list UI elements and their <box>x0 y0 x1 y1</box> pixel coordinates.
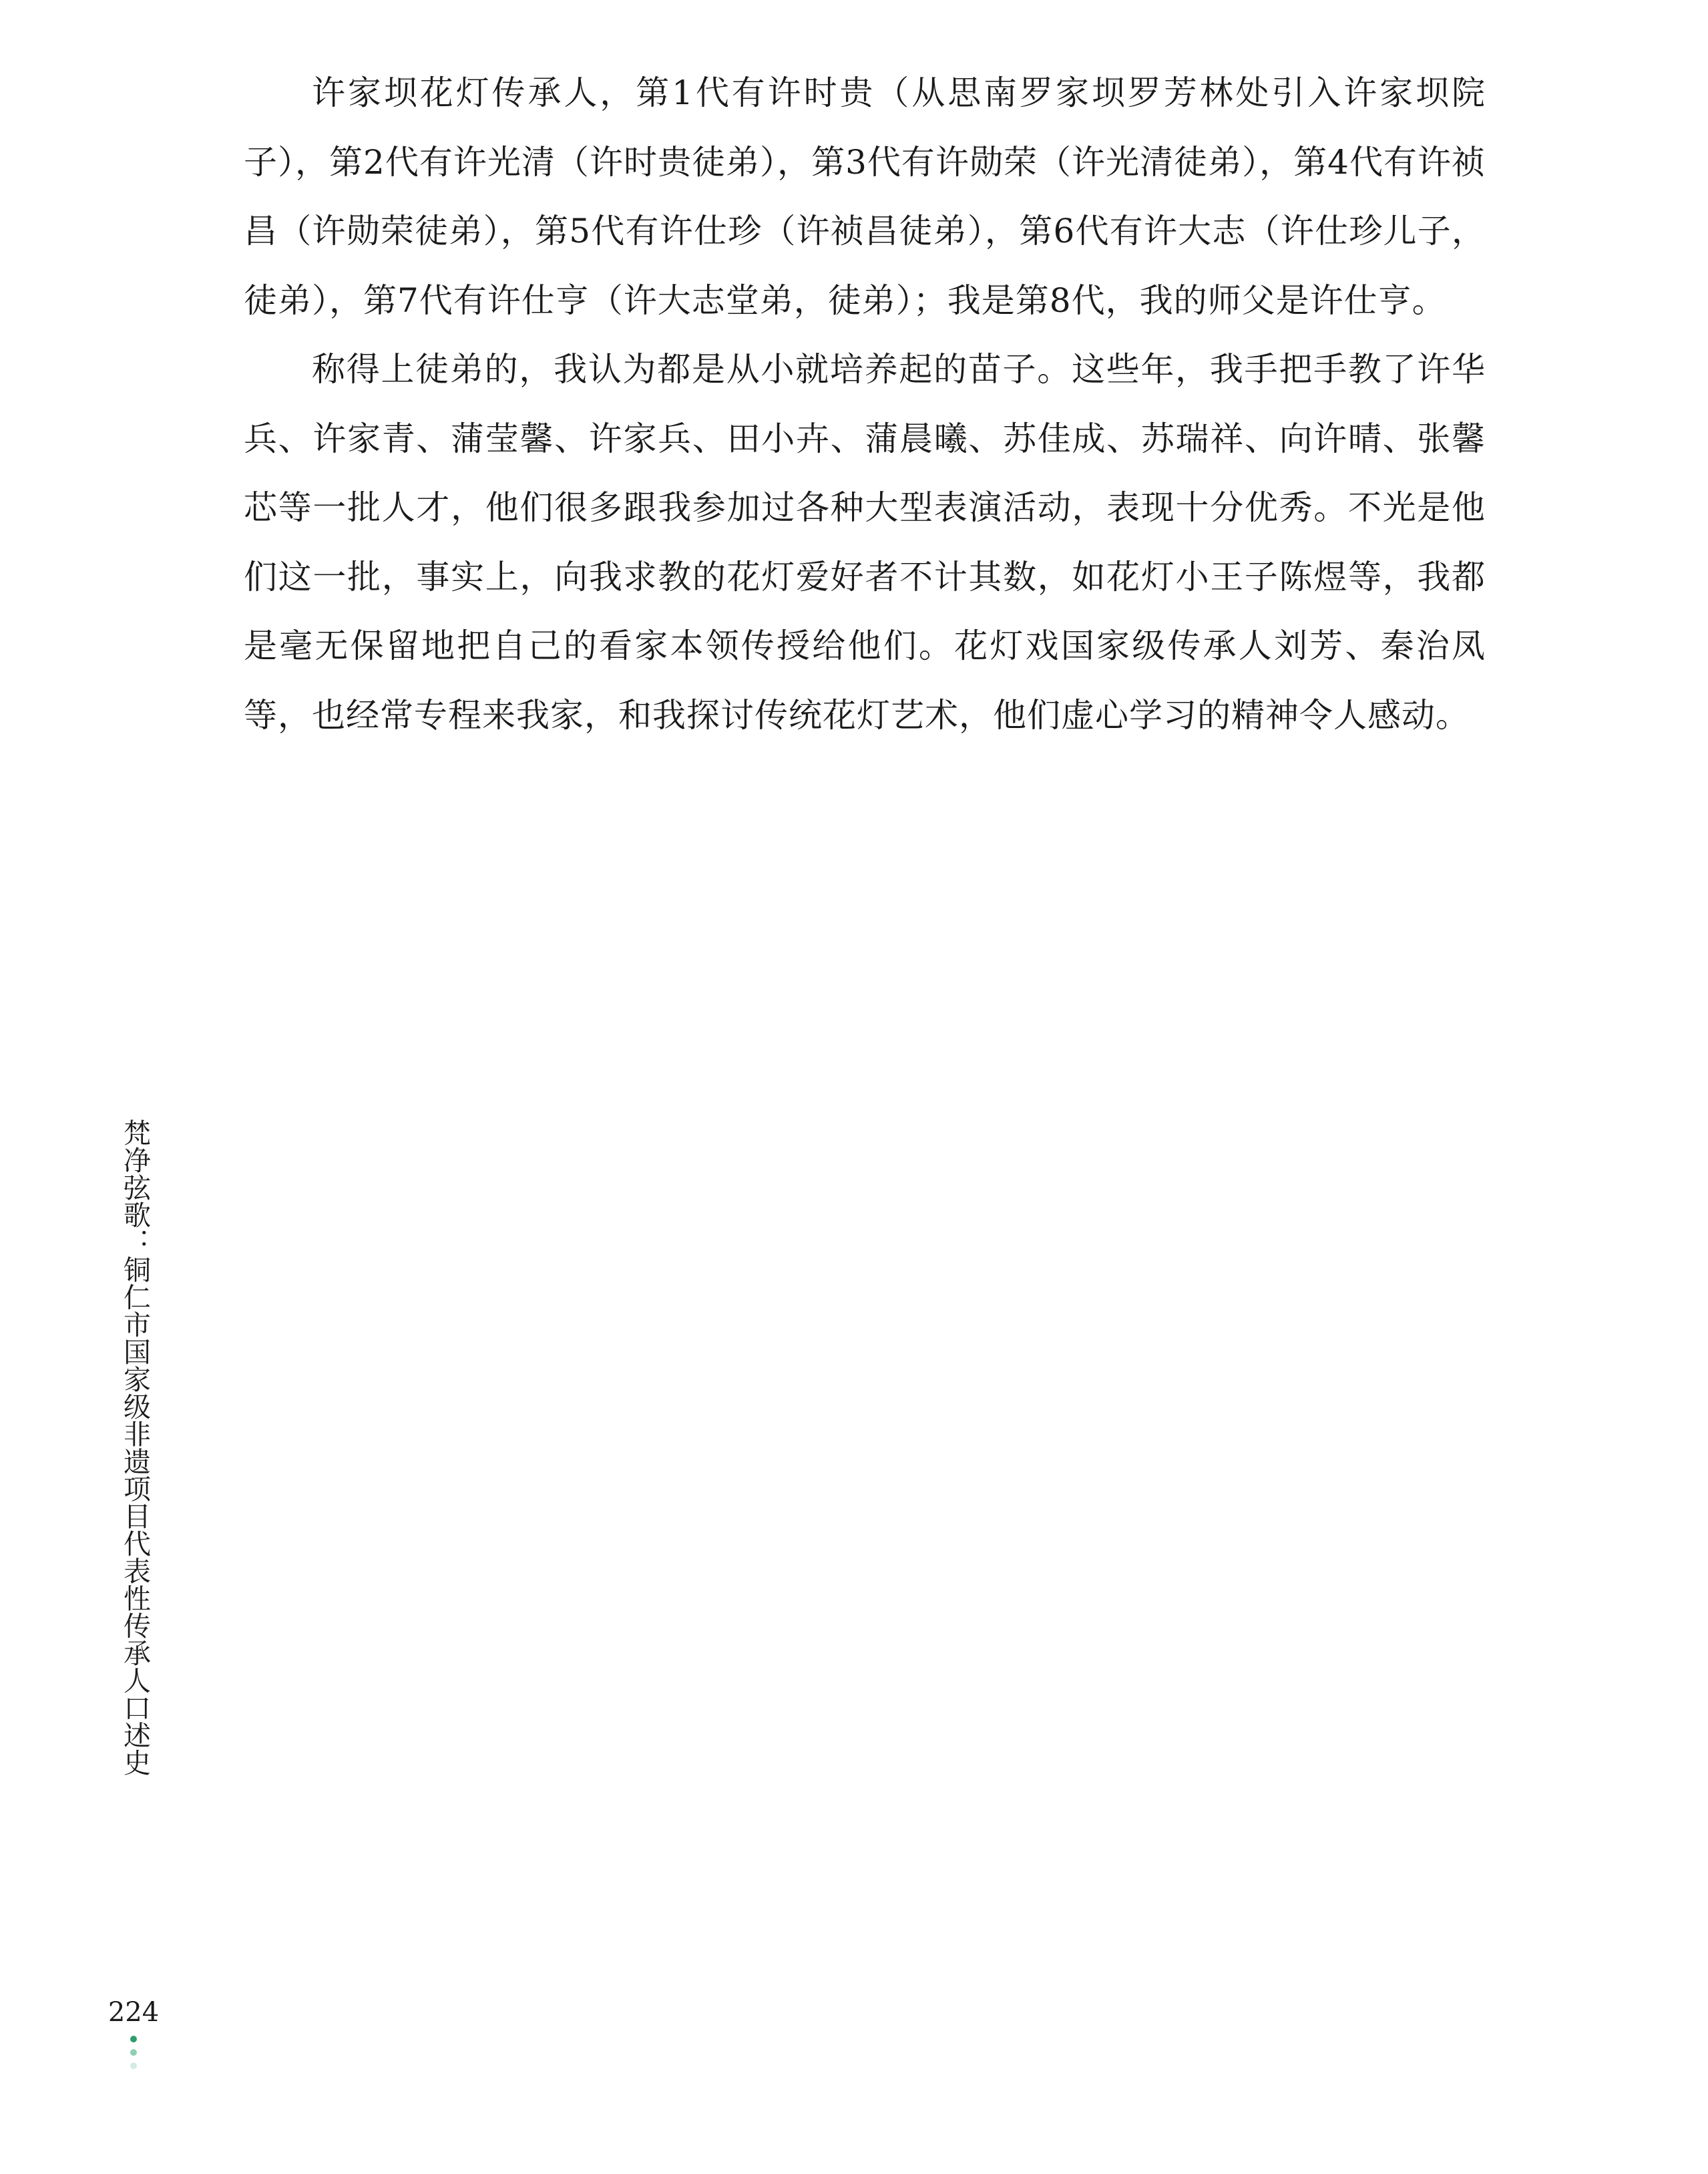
ornament-dot-dark <box>130 2036 137 2042</box>
page-number-ornament <box>127 2036 140 2076</box>
paragraph-2: 称得上徒弟的，我认为都是从小就培养起的苗子。这些年，我手把手教了许华兵、许家青、蒲莹馨、许家兵、田小卉、蒲晨曦、苏佳成、苏瑞祥、向许晴、张馨芯等一批人才，他们很多跟我参加过各种大型表演活动，表现十分优秀。不光是他们这一批，事实上，向我求教的花灯爱好者不计其数，如花灯小王子陈煜等，我都是毫无保留地把自己的看家本领传授给他们。花灯戏国家级传承人刘芳、秦治凤等，也经常专程来我家，和我探讨传统花灯艺术，他们虚心学习的精神令人感动。 <box>244 350 1486 735</box>
ornament-dot-light <box>130 2062 137 2069</box>
running-book-title: 梵净弦歌：铜仁市国家级非遗项目代表性传承人口述史 <box>119 1119 151 1776</box>
paragraph-1: 许家坝花灯传承人，第1代有许时贵（从思南罗家坝罗芳林处引入许家坝院子），第2代有许光清（许时贵徒弟），第3代有许勋荣（许光清徒弟），第4代有许祯昌（许勋荣徒弟），第5代有许仕珍（许祯昌徒弟），第6代有许大志（许仕珍儿子，徒弟），第7代有许仕亨（许大志堂弟，徒弟）；我是第8代，我的师父是许仕亨。 <box>244 73 1486 320</box>
ornament-dot-mid <box>130 2049 137 2056</box>
page-number: 224 <box>108 1997 160 2028</box>
body-text <box>244 59 1486 750</box>
